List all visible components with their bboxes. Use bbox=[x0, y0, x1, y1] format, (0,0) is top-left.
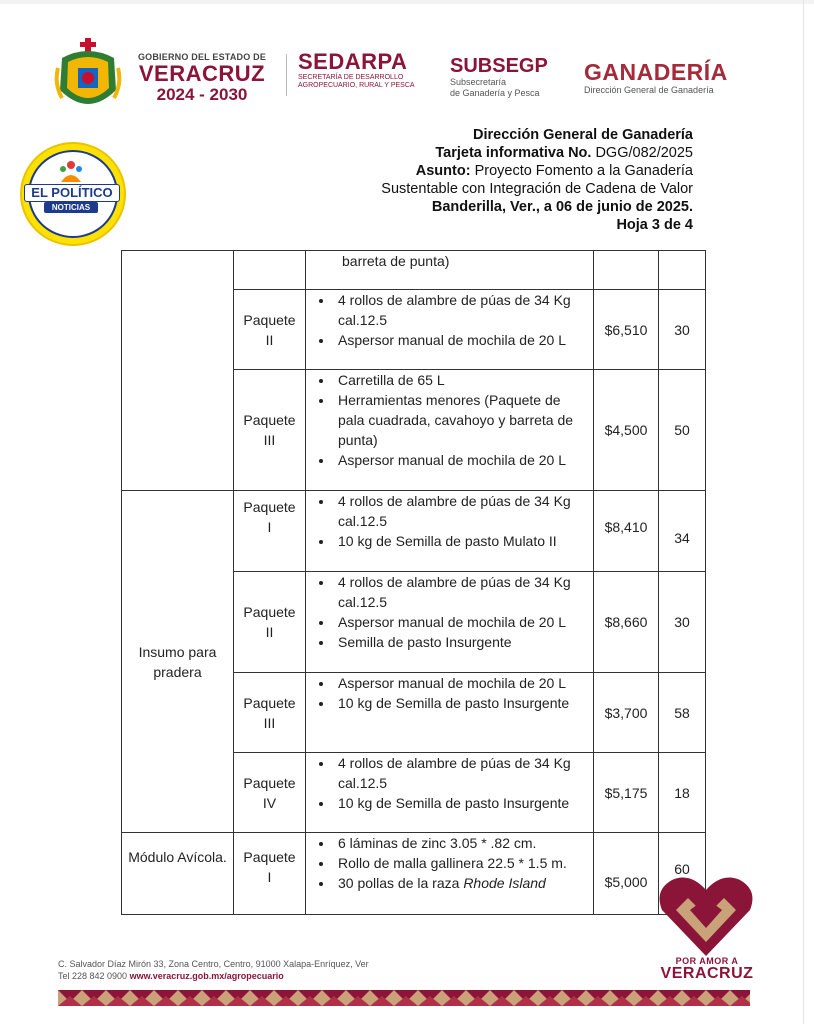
table-row bbox=[122, 251, 706, 290]
sedarpa-title: SEDARPA bbox=[298, 49, 408, 74]
package-number: III bbox=[263, 432, 276, 448]
price-cell bbox=[594, 251, 659, 290]
badge-subtitle: NOTICIAS bbox=[44, 202, 98, 213]
price-cell: $8,410 bbox=[594, 491, 659, 572]
info-date: Banderilla, Ver., a 06 de junio de 2025. bbox=[431, 199, 693, 215]
package-cell bbox=[234, 491, 306, 572]
asunto-value1: Proyecto Fomento a la Ganadería bbox=[474, 163, 693, 179]
info-line1: Dirección General de Ganadería bbox=[472, 127, 693, 143]
qty-cell: 30 bbox=[659, 572, 706, 673]
slogan-line1: POR AMOR A bbox=[675, 956, 739, 966]
package-cell bbox=[234, 753, 306, 833]
package-cell bbox=[234, 673, 306, 753]
packages-table bbox=[121, 250, 706, 915]
package-number: I bbox=[267, 869, 272, 885]
qty-cell: 18 bbox=[659, 753, 706, 833]
package-label: Paquete bbox=[243, 774, 296, 791]
price-cell: $5,175 bbox=[594, 753, 659, 833]
list-item: • Aspersor manual de mochila de 20 L bbox=[334, 450, 587, 470]
items-cell bbox=[306, 370, 594, 491]
slogan bbox=[654, 956, 760, 982]
package-cell bbox=[234, 572, 306, 673]
subsegp-sub2: de Ganadería y Pesca bbox=[450, 88, 540, 98]
qty-cell bbox=[659, 251, 706, 290]
table-row bbox=[122, 833, 706, 915]
people-figure-icon bbox=[58, 160, 84, 184]
price-cell: $5,000 bbox=[594, 833, 659, 915]
sedarpa-sub1: SECRETARÍA DE DESARROLLO bbox=[298, 74, 404, 81]
package-label: Paquete bbox=[243, 412, 296, 428]
price-cell: $3,700 bbox=[594, 673, 659, 753]
items-cell bbox=[306, 753, 594, 833]
list-item: • 10 kg de Semilla de pasto Insurgente bbox=[334, 793, 587, 813]
list-item: • 10 kg de Semilla de pasto Mulato II bbox=[334, 531, 587, 551]
group-cell bbox=[122, 251, 234, 491]
price-cell: $4,500 bbox=[594, 370, 659, 491]
top-border bbox=[0, 0, 814, 4]
package-label: Paquete bbox=[243, 604, 296, 620]
gob-line3: 2024 - 2030 bbox=[156, 85, 248, 104]
price-cell: $8,660 bbox=[594, 572, 659, 673]
footer-contact bbox=[58, 958, 369, 982]
package-cell bbox=[234, 290, 306, 370]
package-number: I bbox=[267, 519, 272, 535]
subsegp-sub1: Subsecretaría bbox=[450, 77, 507, 87]
list-item: • 4 rollos de alambre de púas de 34 Kg cal.12.5 bbox=[334, 290, 587, 330]
package-label: Paquete bbox=[243, 694, 296, 711]
veracruz-shield-logo bbox=[52, 38, 124, 116]
package-cell bbox=[234, 833, 306, 915]
items-cell bbox=[306, 251, 594, 290]
items-cell bbox=[306, 673, 594, 753]
qty-cell: 50 bbox=[659, 370, 706, 491]
list-item: • 10 kg de Semilla de pasto Insurgente bbox=[334, 693, 587, 713]
footer-tel: Tel 228 842 0900 bbox=[58, 971, 128, 981]
item-continuation: barreta de punta) bbox=[342, 253, 450, 269]
subsegp-logo bbox=[450, 55, 570, 99]
por-amor-heart-logo bbox=[658, 872, 754, 958]
ganaderia-sub: Dirección General de Ganadería bbox=[584, 85, 714, 95]
list-item: • 4 rollos de alambre de púas de 34 Kg cal.12.5 bbox=[334, 491, 587, 531]
list-item: • 6 láminas de zinc 3.05 * .82 cm. bbox=[334, 833, 587, 853]
badge-title: EL POLÍTICO bbox=[24, 184, 120, 202]
items-cell bbox=[306, 833, 594, 915]
subsegp-title: SUBSEGP bbox=[450, 55, 548, 77]
package-number: IV bbox=[262, 794, 277, 811]
footer-web: www.veracruz.gob.mx/agropecuario bbox=[129, 971, 284, 981]
items-cell bbox=[306, 572, 594, 673]
document-info bbox=[381, 126, 693, 234]
list-item: • Semilla de pasto Insurgente bbox=[334, 632, 587, 652]
asunto-label: Asunto: bbox=[415, 163, 471, 179]
qty-cell: 58 bbox=[659, 673, 706, 753]
package-number: III bbox=[263, 714, 276, 731]
items-cell bbox=[306, 290, 594, 370]
gob-line2: VERACRUZ bbox=[138, 61, 266, 86]
list-item: • 4 rollos de alambre de púas de 34 Kg cal.12.5 bbox=[334, 572, 587, 612]
ganaderia-logo bbox=[584, 60, 754, 96]
list-item: • Aspersor manual de mochila de 20 L bbox=[334, 673, 587, 693]
package-label: Paquete bbox=[243, 499, 296, 515]
tarjeta-value: DGG/082/2025 bbox=[595, 145, 693, 161]
qty-cell: 34 bbox=[659, 491, 706, 572]
qty-cell: 30 bbox=[659, 290, 706, 370]
asunto-value2: Sustentable con Integración de Cadena de Valor bbox=[381, 181, 693, 197]
package-label: Paquete bbox=[243, 311, 296, 328]
logo-divider bbox=[286, 54, 287, 96]
ganaderia-title: GANADERÍA bbox=[584, 59, 728, 85]
qty-cell: 60 bbox=[659, 833, 706, 915]
package-number: II bbox=[265, 331, 274, 348]
group-cell: Insumo para pradera bbox=[122, 491, 234, 833]
el-politico-badge bbox=[20, 142, 126, 246]
sedarpa-sub2: AGROPECUARIO, RURAL Y PESCA bbox=[298, 82, 415, 89]
breed-name: Rhode Island bbox=[463, 875, 546, 891]
list-item: • Carretilla de 65 L bbox=[334, 370, 587, 390]
package-number: II bbox=[265, 624, 274, 640]
decorative-pattern-band bbox=[58, 990, 750, 1006]
items-cell bbox=[306, 491, 594, 572]
package-label: Paquete bbox=[243, 849, 296, 865]
package-cell bbox=[234, 251, 306, 290]
info-sheet: Hoja 3 de 4 bbox=[616, 217, 693, 233]
package-cell bbox=[234, 370, 306, 491]
list-item: • Rollo de malla gallinera 22.5 * 1.5 m. bbox=[334, 853, 587, 873]
tarjeta-label: Tarjeta informativa No. bbox=[435, 145, 592, 161]
sedarpa-logo bbox=[298, 50, 438, 90]
slogan-line2: VERACRUZ bbox=[660, 965, 754, 982]
list-item: • 4 rollos de alambre de púas de 34 Kg cal.12.5 bbox=[334, 753, 587, 793]
list-item: • Aspersor manual de mochila de 20 L bbox=[334, 612, 587, 632]
list-item bbox=[334, 873, 587, 893]
gobierno-veracruz-logo bbox=[132, 52, 272, 104]
page-edge bbox=[803, 0, 804, 1024]
item-text: 30 pollas de la raza bbox=[338, 875, 464, 891]
price-cell: $6,510 bbox=[594, 290, 659, 370]
list-item: • Aspersor manual de mochila de 20 L bbox=[334, 330, 587, 350]
gob-line1: GOBIERNO DEL ESTADO DE bbox=[137, 52, 267, 62]
footer-address: C. Salvador Díaz Mirón 33, Zona Centro, Centro, 91000 Xalapa-Enríquez, Ver bbox=[58, 959, 369, 969]
list-item: • Herramientas menores (Paquete de pala cuadrada, cavahoyo y barreta de punta) bbox=[334, 390, 587, 450]
group-cell: Módulo Avícola. bbox=[122, 833, 234, 915]
table-row bbox=[122, 491, 706, 572]
